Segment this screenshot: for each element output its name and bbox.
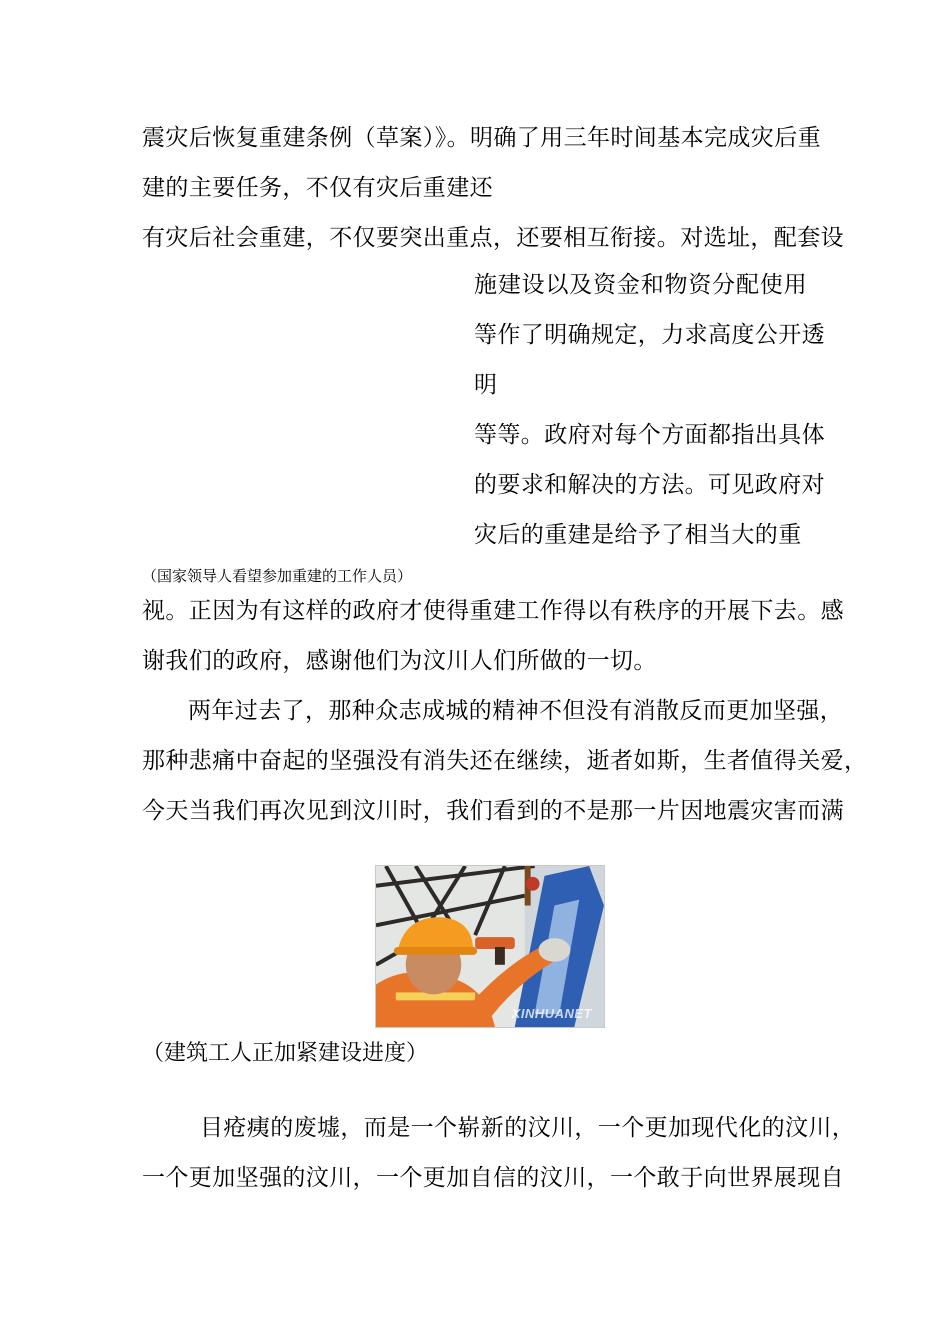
paragraph-line: 等作了明确规定，力求高度公开透 [474, 322, 825, 348]
paragraph-line: 震灾后恢复重建条例（草案）》。明确了用三年时间基本完成灾后重 [142, 125, 821, 151]
image-caption-workers: （建筑工人正加紧建设进度） [142, 1041, 429, 1066]
paragraph-line: 等等。政府对每个方面都指出具体 [474, 422, 825, 448]
paragraph-line: 建的主要任务，不仅有灾后重建还 [142, 175, 493, 201]
paragraph-line: 谢我们的政府，感谢他们为汶川人们所做的一切。 [142, 648, 657, 674]
paragraph-line: 的要求和解决的方法。可见政府对 [474, 472, 825, 498]
paragraph-line: 有灾后社会重建，不仅要突出重点，还要相互衔接。对选址，配套设 [142, 225, 844, 251]
paragraph-line: 视。正因为有这样的政府才使得重建工作得以有秩序的开展下去。感 [142, 598, 844, 624]
photo-watermark: XINHUANET [511, 1006, 592, 1021]
paragraph-line: 今天当我们再次见到汶川时，我们看到的不是那一片因地震灾害而满 [142, 798, 844, 824]
paragraph-line: 施建设以及资金和物资分配使用 [474, 272, 807, 298]
paragraph-line: 那种悲痛中奋起的坚强没有消失还在继续，逝者如斯，生者值得关爱， [142, 748, 868, 774]
paragraph-line: 明 [474, 372, 498, 398]
paragraph-line: 两年过去了，那种众志成城的精神不但没有消散反而更加坚强， [188, 698, 844, 724]
paragraph-line: 目疮痍的废墟，而是一个崭新的汶川，一个更加现代化的汶川， [200, 1115, 856, 1141]
paragraph-line: 灾后的重建是给予了相当大的重 [474, 522, 802, 548]
paragraph-line: 一个更加坚强的汶川，一个更加自信的汶川，一个敢于向世界展现自 [142, 1165, 844, 1191]
construction-worker-illustration [376, 866, 604, 1027]
image-caption-leaders: （国家领导人看望参加重建的工作人员） [142, 567, 413, 585]
construction-worker-photo [375, 865, 605, 1028]
